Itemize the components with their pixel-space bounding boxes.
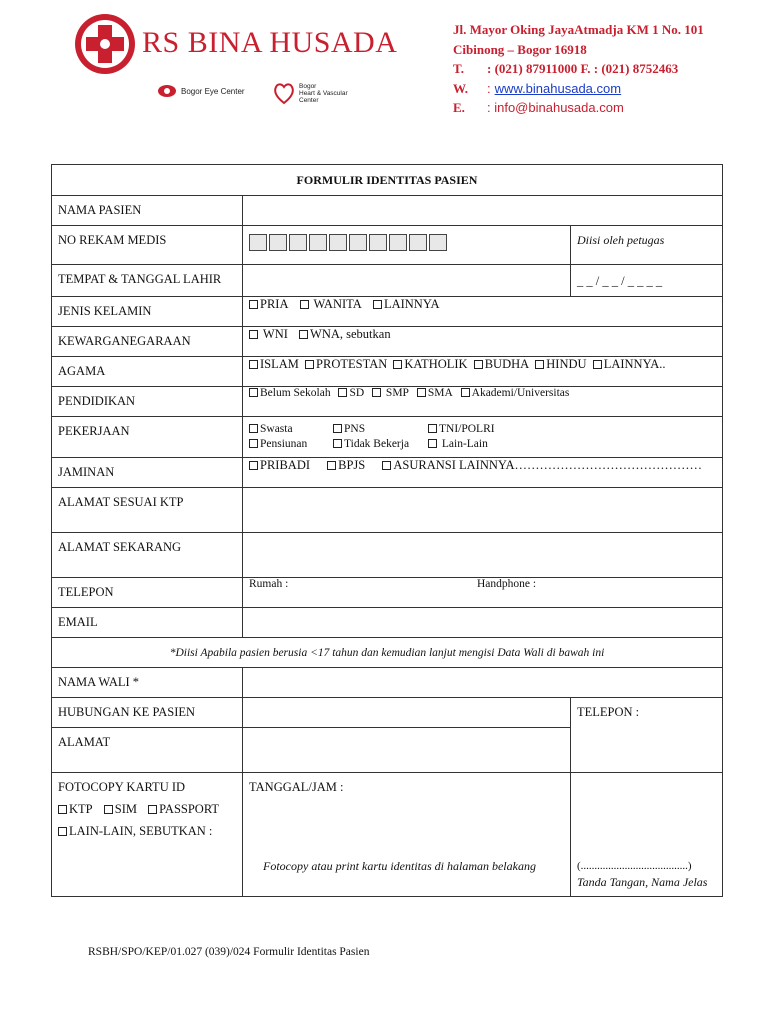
eye-center-name: Bogor Eye Center: [181, 86, 245, 96]
id-options: [58, 802, 236, 817]
checkbox-pria[interactable]: PRIA: [249, 297, 288, 312]
checkbox-katholik[interactable]: KATHOLIK: [393, 357, 467, 372]
rumah-label: Rumah :: [249, 578, 289, 590]
rekam-medis-note: Diisi oleh petugas: [571, 226, 723, 265]
checkbox-asuransi[interactable]: ASURANSI LAINNYA………………………………………: [382, 458, 702, 473]
checkbox-tidak-bekerja[interactable]: Tidak Bekerja: [333, 437, 428, 452]
address-line-2: Cibinong – Bogor 16918: [453, 41, 587, 57]
nama-wali-field[interactable]: [243, 668, 723, 698]
heart-icon: [273, 81, 295, 105]
digit-boxes: [249, 226, 564, 251]
digit-box[interactable]: [389, 234, 407, 251]
tanggal-jam-cell[interactable]: [243, 773, 571, 897]
letterhead: [0, 0, 768, 120]
digit-box[interactable]: [249, 234, 267, 251]
checkbox-lainnya-agama[interactable]: LAINNYA..: [593, 357, 666, 372]
alamat-sekarang-label: ALAMAT SEKARANG: [52, 533, 243, 578]
telepon-label: TELEPON: [52, 578, 243, 608]
nama-pasien-label: NAMA PASIEN: [52, 196, 243, 226]
pekerjaan-options: [243, 417, 723, 458]
website-link[interactable]: www.binahusada.com: [494, 80, 622, 96]
checkbox-bpjs[interactable]: BPJS: [327, 458, 365, 473]
checkbox-akademi[interactable]: Akademi/Universitas: [461, 387, 570, 399]
checkbox-smp[interactable]: SMP: [372, 387, 409, 399]
kewarganegaraan-options: [243, 327, 723, 357]
heart-center-logo: [273, 76, 367, 110]
telepon-wali-field[interactable]: TELEPON :: [571, 698, 723, 773]
kewarganegaraan-label: KEWARGANEGARAAN: [52, 327, 243, 357]
signature-line: (.......................................): [577, 860, 692, 872]
fotocopy-note: Fotocopy atau print kartu identitas di halaman belakang: [263, 859, 536, 873]
digit-box[interactable]: [349, 234, 367, 251]
hubungan-field[interactable]: [243, 698, 571, 728]
hospital-name: RS BINA HUSADA: [142, 26, 398, 59]
jaminan-label: JAMINAN: [52, 458, 243, 488]
digit-box[interactable]: [369, 234, 387, 251]
jenis-kelamin-label: JENIS KELAMIN: [52, 297, 243, 327]
agama-options: [243, 357, 723, 387]
checkbox-pns[interactable]: PNS: [333, 422, 428, 437]
checkbox-ktp[interactable]: KTP: [58, 802, 93, 816]
alamat-ktp-field[interactable]: [243, 488, 723, 533]
pekerjaan-label: PEKERJAAN: [52, 417, 243, 458]
heart-center-name: Bogor Heart & Vascular Center: [299, 82, 348, 104]
checkbox-budha[interactable]: BUDHA: [474, 357, 529, 372]
email-address: : info@binahusada.com: [487, 100, 624, 115]
jaminan-options: [243, 458, 723, 488]
checkbox-wanita[interactable]: WANITA: [300, 297, 362, 312]
birth-date-field[interactable]: _ _ / _ _ / _ _ _ _: [571, 265, 723, 297]
signature-label: Tanda Tangan, Nama Jelas: [577, 875, 708, 889]
checkbox-lain-lain[interactable]: Lain-Lain: [428, 437, 488, 452]
checkbox-lainnya[interactable]: LAINNYA: [373, 297, 440, 312]
checkbox-hindu[interactable]: HINDU: [535, 357, 586, 372]
hospital-address: [453, 20, 704, 118]
checkbox-lain-lain-id[interactable]: LAIN-LAIN, SEBUTKAN :: [58, 824, 236, 839]
eye-icon: [157, 84, 177, 98]
digit-box[interactable]: [429, 234, 447, 251]
nama-pasien-field[interactable]: [243, 196, 723, 226]
checkbox-tni-polri[interactable]: TNI/POLRI: [428, 422, 495, 437]
checkbox-pensiunan[interactable]: Pensiunan: [249, 437, 333, 452]
checkbox-sim[interactable]: SIM: [104, 802, 137, 816]
fotocopy-label: FOTOCOPY KARTU ID: [58, 780, 186, 794]
ttl-place-field[interactable]: [243, 265, 571, 297]
alamat-ktp-label: ALAMAT SESUAI KTP: [52, 488, 243, 533]
signature-cell[interactable]: [571, 773, 723, 897]
checkbox-protestan[interactable]: PROTESTAN: [305, 357, 387, 372]
alamat-sekarang-field[interactable]: [243, 533, 723, 578]
nama-wali-label: NAMA WALI *: [52, 668, 243, 698]
no-rekam-medis-label: NO REKAM MEDIS: [52, 226, 243, 265]
patient-identity-form: [51, 164, 723, 897]
digit-box[interactable]: [289, 234, 307, 251]
handphone-label: Handphone :: [477, 578, 537, 590]
checkbox-passport[interactable]: PASSPORT: [148, 802, 219, 816]
agama-label: AGAMA: [52, 357, 243, 387]
checkbox-islam[interactable]: ISLAM: [249, 357, 299, 372]
wali-note: *Diisi Apabila pasien berusia <17 tahun dan kemudian lanjut mengisi Data Wali di bawah ini: [52, 638, 723, 668]
email-line: E. : info@binahusada.com: [453, 98, 704, 118]
phone-line: T. : (021) 87911000 F. : (021) 8752463: [453, 59, 704, 79]
web-line: W. : www.binahusada.com: [453, 79, 704, 99]
ttl-label: TEMPAT & TANGGAL LAHIR: [52, 265, 243, 297]
sub-logos: [157, 76, 367, 110]
eye-center-logo: [157, 80, 267, 102]
email-label: EMAIL: [52, 608, 243, 638]
no-rekam-medis-field[interactable]: [243, 226, 571, 265]
checkbox-wni[interactable]: WNI: [249, 327, 288, 342]
checkbox-wna[interactable]: WNA, sebutkan: [299, 327, 391, 342]
document-code: RSBH/SPO/KEP/01.027 (039)/024 Formulir Identitas Pasien: [88, 946, 370, 958]
checkbox-pribadi[interactable]: PRIBADI: [249, 458, 310, 473]
digit-box[interactable]: [409, 234, 427, 251]
address-line-1: Jl. Mayor Oking JayaAtmadja KM 1 No. 101: [453, 22, 704, 37]
hospital-logo-icon: [74, 13, 136, 75]
alamat-wali-label: ALAMAT: [52, 728, 243, 773]
tanggal-jam-label: TANGGAL/JAM :: [249, 780, 344, 794]
checkbox-sma[interactable]: SMA: [417, 387, 453, 399]
digit-box[interactable]: [269, 234, 287, 251]
phone-fax: : (021) 87911000 F. : (021) 8752463: [487, 61, 679, 76]
pendidikan-label: PENDIDIKAN: [52, 387, 243, 417]
checkbox-swasta[interactable]: Swasta: [249, 422, 333, 437]
fotocopy-cell: [52, 773, 243, 897]
email-field[interactable]: [243, 608, 723, 638]
checkbox-sd[interactable]: SD: [338, 387, 364, 399]
checkbox-belum-sekolah[interactable]: Belum Sekolah: [249, 387, 331, 399]
form-title: FORMULIR IDENTITAS PASIEN: [52, 165, 723, 196]
jenis-kelamin-options: [243, 297, 723, 327]
alamat-wali-field[interactable]: [243, 728, 571, 773]
hubungan-label: HUBUNGAN KE PASIEN: [52, 698, 243, 728]
digit-box[interactable]: [309, 234, 327, 251]
telepon-field[interactable]: [243, 578, 723, 608]
pendidikan-options: [243, 387, 723, 417]
digit-box[interactable]: [329, 234, 347, 251]
